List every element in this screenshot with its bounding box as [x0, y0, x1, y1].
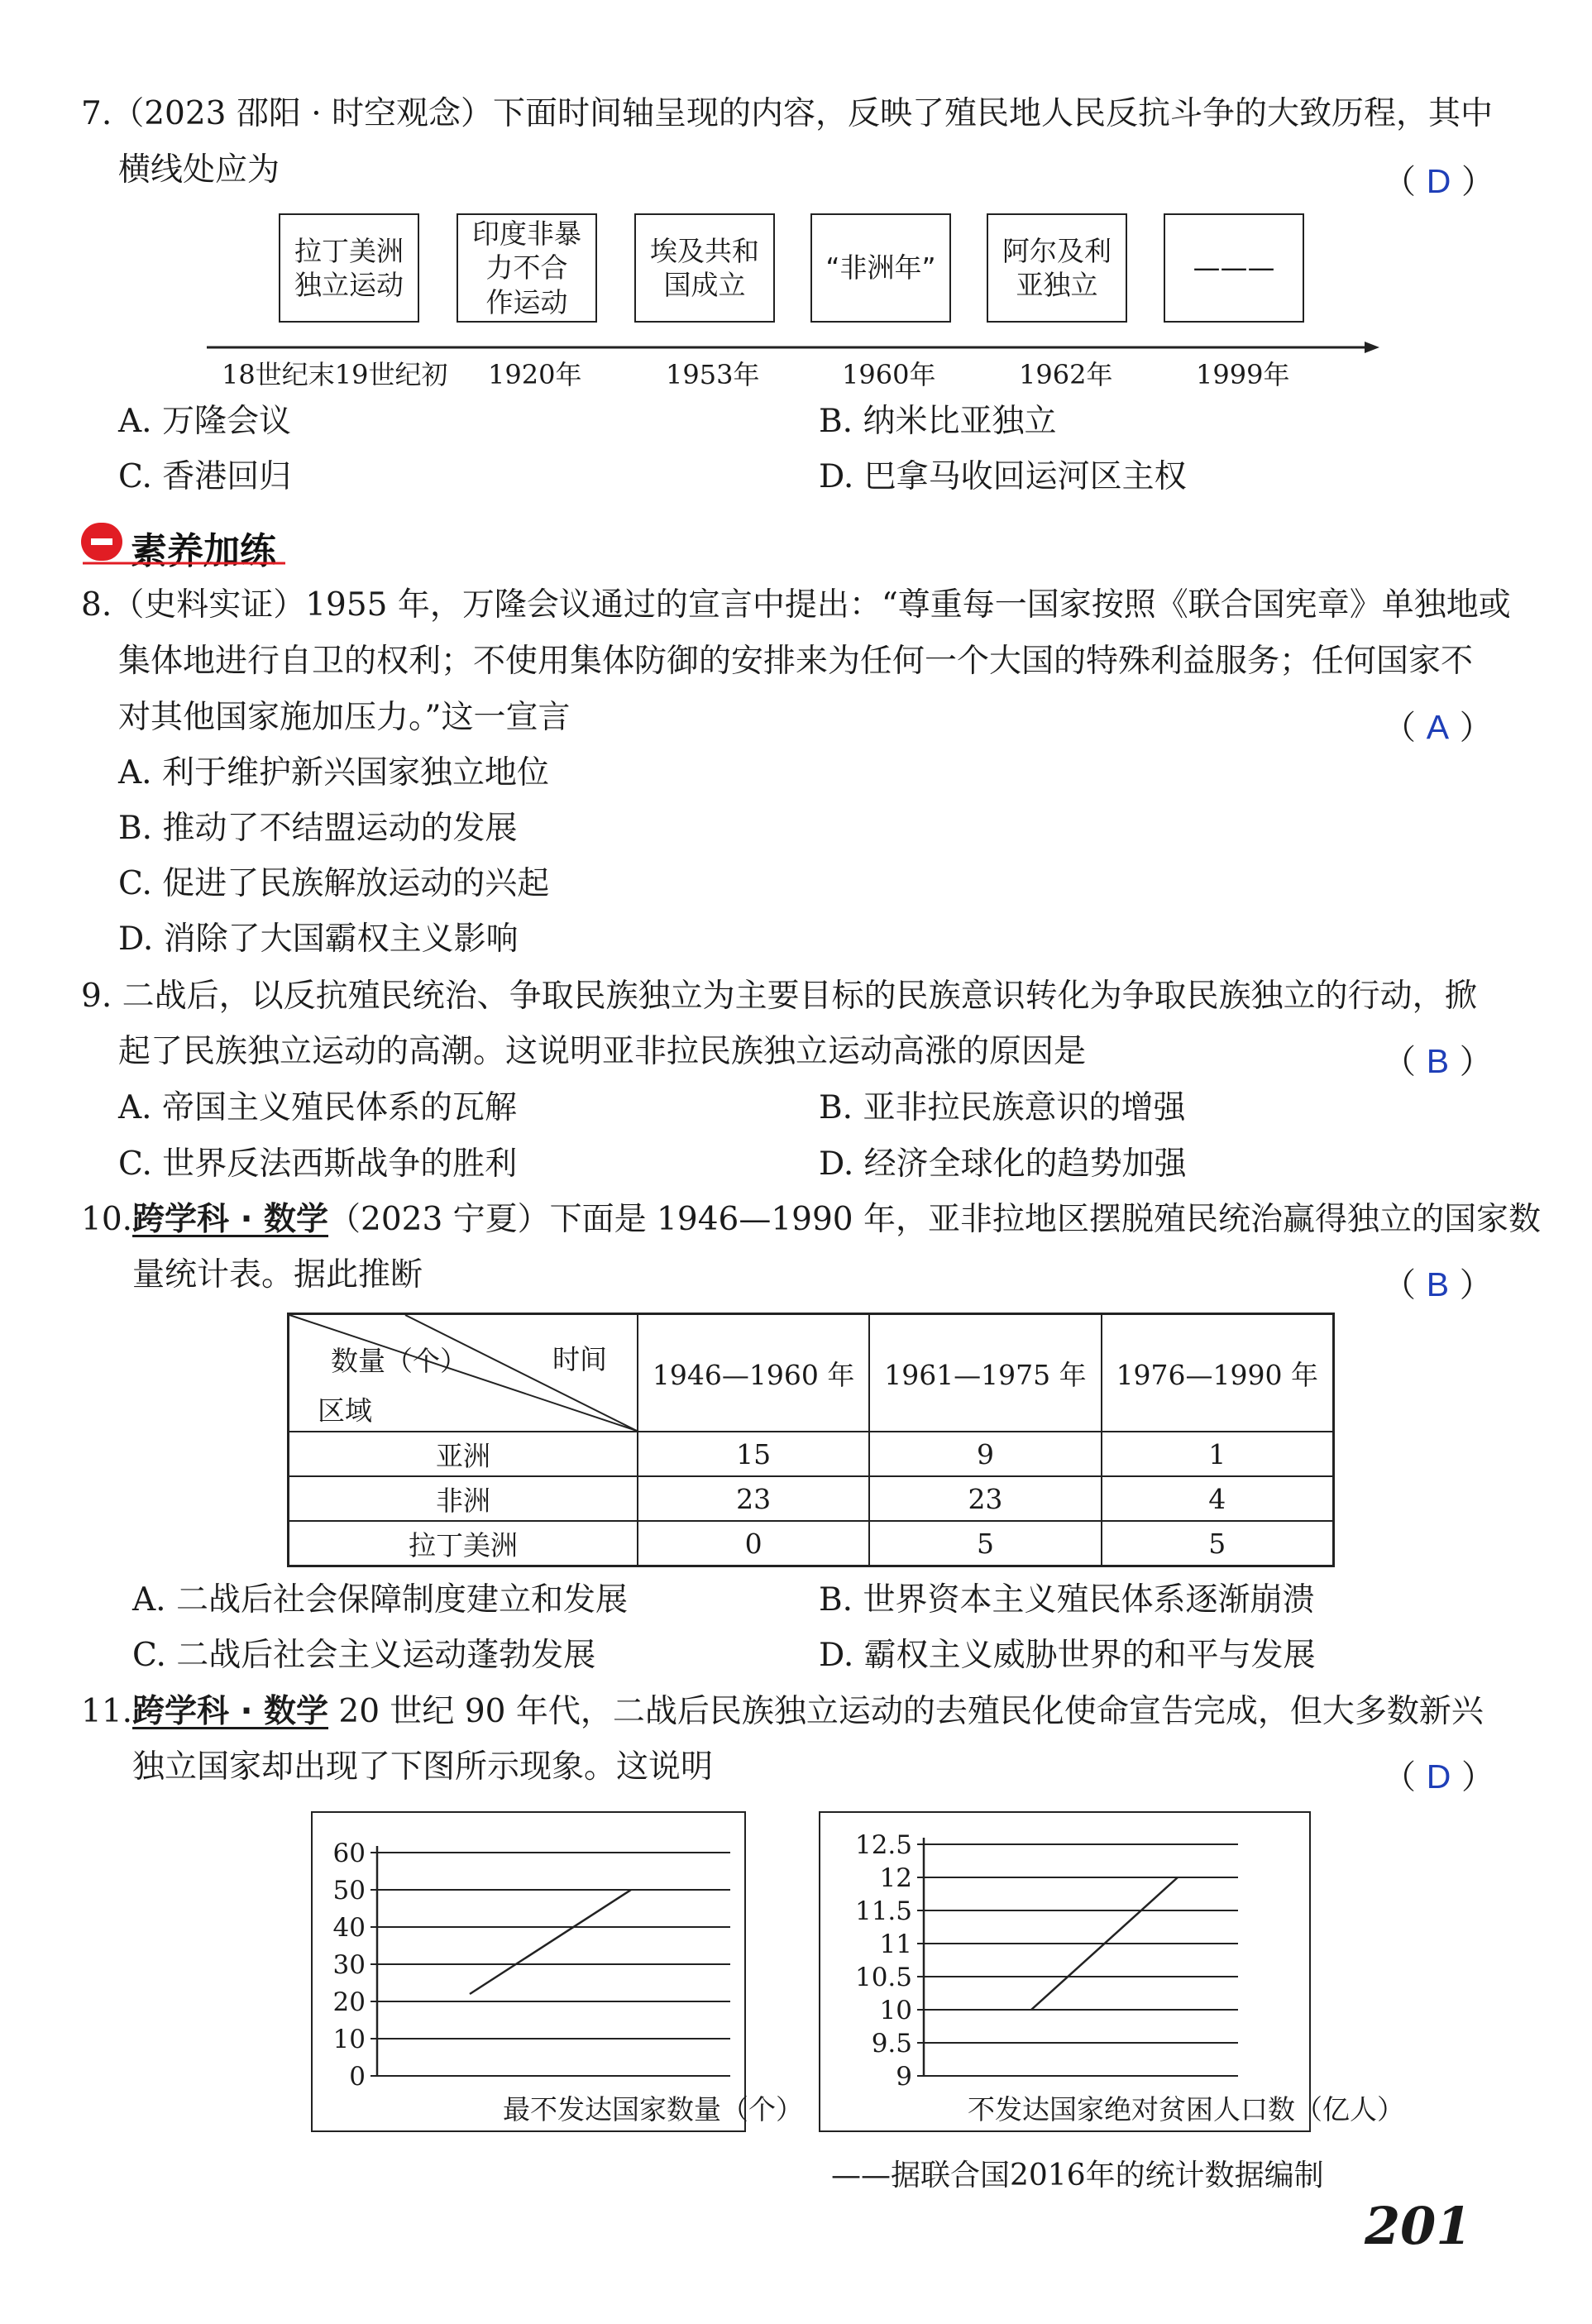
- q9-stem-line1: 9. 二战后，以反抗殖民统治、争取民族独立为主要目标的民族意识转化为争取民族独立的行动，掀: [81, 978, 1477, 1015]
- chart-1-plot: [313, 1813, 803, 2130]
- q8-stem-line1: 8.（史料实证）1955 年，万隆会议通过的宣言中提出：“尊重每一国家按照《联合国宪章》单独地或: [81, 586, 1511, 624]
- series-line: [470, 1890, 631, 1994]
- x-axis-caption: 不发达国家绝对贫困人口数（亿人）: [968, 2093, 1404, 2126]
- chart-absolute-poverty-population: [819, 1811, 1404, 2132]
- q9-answer: （ B ）: [1383, 1042, 1493, 1081]
- y-tick-label: 11.5: [854, 1896, 912, 1926]
- table-row: [289, 1432, 1334, 1476]
- timeline-box-1-line1: 拉丁美洲: [294, 234, 404, 267]
- section-minus-icon: [81, 523, 122, 561]
- timeline-box-2-line2: 力不合: [485, 251, 568, 285]
- y-tick-label: 60: [332, 1839, 366, 1868]
- timeline-box-3-line1: 埃及共和: [650, 234, 759, 267]
- row-value: 5: [869, 1521, 1101, 1566]
- q10-stem-line2: 量统计表。据此推断: [132, 1256, 423, 1294]
- timeline-box-6-line1: ———: [1193, 251, 1275, 285]
- q10-stat-table: [287, 1313, 1335, 1567]
- q7-answer: （ D ）: [1383, 162, 1495, 201]
- timeline-box-5-line1: 阿尔及利: [1002, 234, 1112, 267]
- q9-stem-line2: 起了民族独立运动的高潮。这说明亚非拉民族独立运动高涨的原因是: [118, 1033, 1087, 1070]
- section-title: 素养加练: [131, 530, 276, 572]
- timeline-box-1: [279, 213, 419, 323]
- y-tick-label: 10.5: [854, 1963, 912, 1992]
- y-tick-label: 11: [879, 1929, 912, 1959]
- y-tick-label: 50: [332, 1876, 366, 1906]
- y-tick-label: 12: [879, 1863, 912, 1893]
- timeline-year-6: 1999年: [1196, 359, 1290, 390]
- page-number: 201: [1365, 2196, 1472, 2256]
- timeline-box-4-line1: “非洲年”: [825, 251, 936, 285]
- timeline-box-6-blank: [1164, 213, 1304, 323]
- corner-label-quantity: 数量（个）: [331, 1345, 467, 1377]
- q10-stem-rest: （2023 宁夏）下面是 1946—1990 年，亚非拉地区摆脱殖民统治赢得独立的国家数: [328, 1201, 1541, 1238]
- q8-option-d[interactable]: D. 消除了大国霸权主义影响: [118, 921, 519, 958]
- q10-option-d[interactable]: D. 霸权主义威胁世界的和平与发展: [819, 1637, 1316, 1674]
- row-value: 15: [638, 1432, 869, 1476]
- q9-option-a[interactable]: A. 帝国主义殖民体系的瓦解: [118, 1089, 517, 1126]
- y-tick-label: 0: [349, 2062, 366, 2092]
- table-row: [289, 1521, 1334, 1566]
- table-header-row: [289, 1314, 1334, 1432]
- q7-option-d[interactable]: D. 巴拿马收回运河区主权: [819, 458, 1187, 495]
- y-tick-label: 12.5: [854, 1830, 912, 1860]
- y-tick-label: 30: [332, 1950, 366, 1980]
- q9-option-d[interactable]: D. 经济全球化的趋势加强: [819, 1145, 1187, 1183]
- q11-tag: 跨学科 · 数学: [132, 1693, 329, 1730]
- timeline-box-5: [987, 213, 1127, 323]
- q10-answer: （ B ）: [1383, 1265, 1493, 1304]
- period-header-1: 1946—1960 年: [638, 1314, 869, 1432]
- q8-stem-line3: 对其他国家施加压力。”这一宣言: [118, 699, 571, 736]
- q11-source-note: ——据联合国2016年的统计数据编制: [831, 2159, 1324, 2192]
- timeline-box-1-line2: 独立运动: [294, 269, 404, 301]
- chart-least-developed-count: [311, 1811, 803, 2132]
- corner-label-region: 区域: [318, 1394, 372, 1427]
- x-axis-caption: 最不发达国家数量（个）: [503, 2093, 803, 2126]
- row-value: 5: [1102, 1521, 1334, 1566]
- row-value: 0: [638, 1521, 869, 1566]
- chart-2-plot: [820, 1813, 1404, 2130]
- q10-answer-letter: B: [1426, 1265, 1450, 1303]
- q8-option-a[interactable]: A. 利于维护新兴国家独立地位: [118, 754, 549, 791]
- row-value: 23: [869, 1476, 1101, 1521]
- q11-stem-line2: 独立国家却出现了下图所示现象。这说明: [132, 1748, 714, 1786]
- timeline-box-3: [634, 213, 775, 323]
- timeline-year-2: 1920年: [488, 359, 582, 390]
- period-header-3: 1976—1990 年: [1102, 1314, 1334, 1432]
- timeline-box-2-line3: 作运动: [485, 285, 568, 318]
- q10-number: 10.: [81, 1201, 133, 1238]
- timeline-arrow: [1365, 342, 1379, 353]
- q7-answer-letter: D: [1426, 162, 1451, 200]
- q7-stem-line2: 横线处应为: [118, 151, 280, 189]
- q11-stem-rest: 20 世纪 90 年代，二战后民族独立运动的去殖民化使命宣告完成，但大多数新兴: [328, 1693, 1484, 1730]
- timeline-year-1: 18世纪末19世纪初: [222, 359, 448, 390]
- timeline-box-2: [457, 213, 597, 323]
- timeline-box-3-line2: 国成立: [663, 269, 746, 301]
- timeline-box-5-line2: 亚独立: [1016, 269, 1098, 301]
- timeline-year-5: 1962年: [1019, 359, 1113, 390]
- corner-label-time: 时间: [552, 1343, 607, 1375]
- q7-stem-line1: 7.（2023 邵阳 · 时空观念）下面时间轴呈现的内容，反映了殖民地人民反抗斗争的大致历程，其中: [81, 95, 1494, 132]
- timeline-year-3: 1953年: [666, 359, 760, 390]
- row-value: 9: [869, 1432, 1101, 1476]
- q9-option-c[interactable]: C. 世界反法西斯战争的胜利: [118, 1145, 518, 1183]
- q11-answer-letter: D: [1426, 1757, 1451, 1796]
- q8-answer: （ A ）: [1383, 708, 1493, 747]
- q8-option-b[interactable]: B. 推动了不结盟运动的发展: [118, 810, 518, 847]
- timeline-box-4: [810, 213, 951, 323]
- q10-option-a[interactable]: A. 二战后社会保障制度建立和发展: [132, 1581, 628, 1619]
- y-tick-label: 40: [332, 1913, 366, 1943]
- q9-option-b[interactable]: B. 亚非拉民族意识的增强: [819, 1089, 1186, 1126]
- table-row: [289, 1476, 1334, 1521]
- q7-option-b[interactable]: B. 纳米比亚独立: [819, 403, 1057, 440]
- y-tick-label: 10: [879, 1996, 912, 2025]
- q10-option-c[interactable]: C. 二战后社会主义运动蓬勃发展: [132, 1637, 596, 1674]
- row-value: 1: [1102, 1432, 1334, 1476]
- y-tick-label: 20: [332, 1987, 366, 2017]
- row-region: 亚洲: [289, 1432, 638, 1476]
- q10-tag: 跨学科 · 数学: [132, 1201, 329, 1238]
- q11-answer: （ D ）: [1383, 1757, 1495, 1796]
- y-tick-label: 10: [332, 2025, 366, 2054]
- table-corner-cell: [289, 1314, 638, 1432]
- period-header-2: 1961—1975 年: [869, 1314, 1101, 1432]
- q8-answer-letter: A: [1426, 708, 1450, 746]
- q11-stem-line1: [81, 1695, 1484, 1728]
- timeline-year-4: 1960年: [842, 359, 936, 390]
- q8-option-c[interactable]: C. 促进了民族解放运动的兴起: [118, 865, 550, 902]
- timeline-box-2-line1: 印度非暴: [472, 218, 581, 251]
- row-value: 4: [1102, 1476, 1334, 1521]
- row-value: 23: [638, 1476, 869, 1521]
- q10-stem-line1: [81, 1203, 1541, 1236]
- q10-option-b[interactable]: B. 世界资本主义殖民体系逐渐崩溃: [819, 1581, 1315, 1619]
- row-region: 拉丁美洲: [289, 1521, 638, 1566]
- q7-option-a[interactable]: A. 万隆会议: [118, 403, 291, 440]
- row-region: 非洲: [289, 1476, 638, 1521]
- section-underline: [83, 560, 289, 567]
- q11-number: 11.: [81, 1693, 133, 1730]
- q8-stem-line2: 集体地进行自卫的权利；不使用集体防御的安排来为任何一个大国的特殊利益服务；任何国家不: [118, 643, 1474, 680]
- y-tick-label: 9.5: [871, 2029, 912, 2059]
- q9-answer-letter: B: [1426, 1042, 1450, 1080]
- q7-option-c[interactable]: C. 香港回归: [118, 458, 292, 495]
- y-tick-label: 9: [896, 2062, 912, 2092]
